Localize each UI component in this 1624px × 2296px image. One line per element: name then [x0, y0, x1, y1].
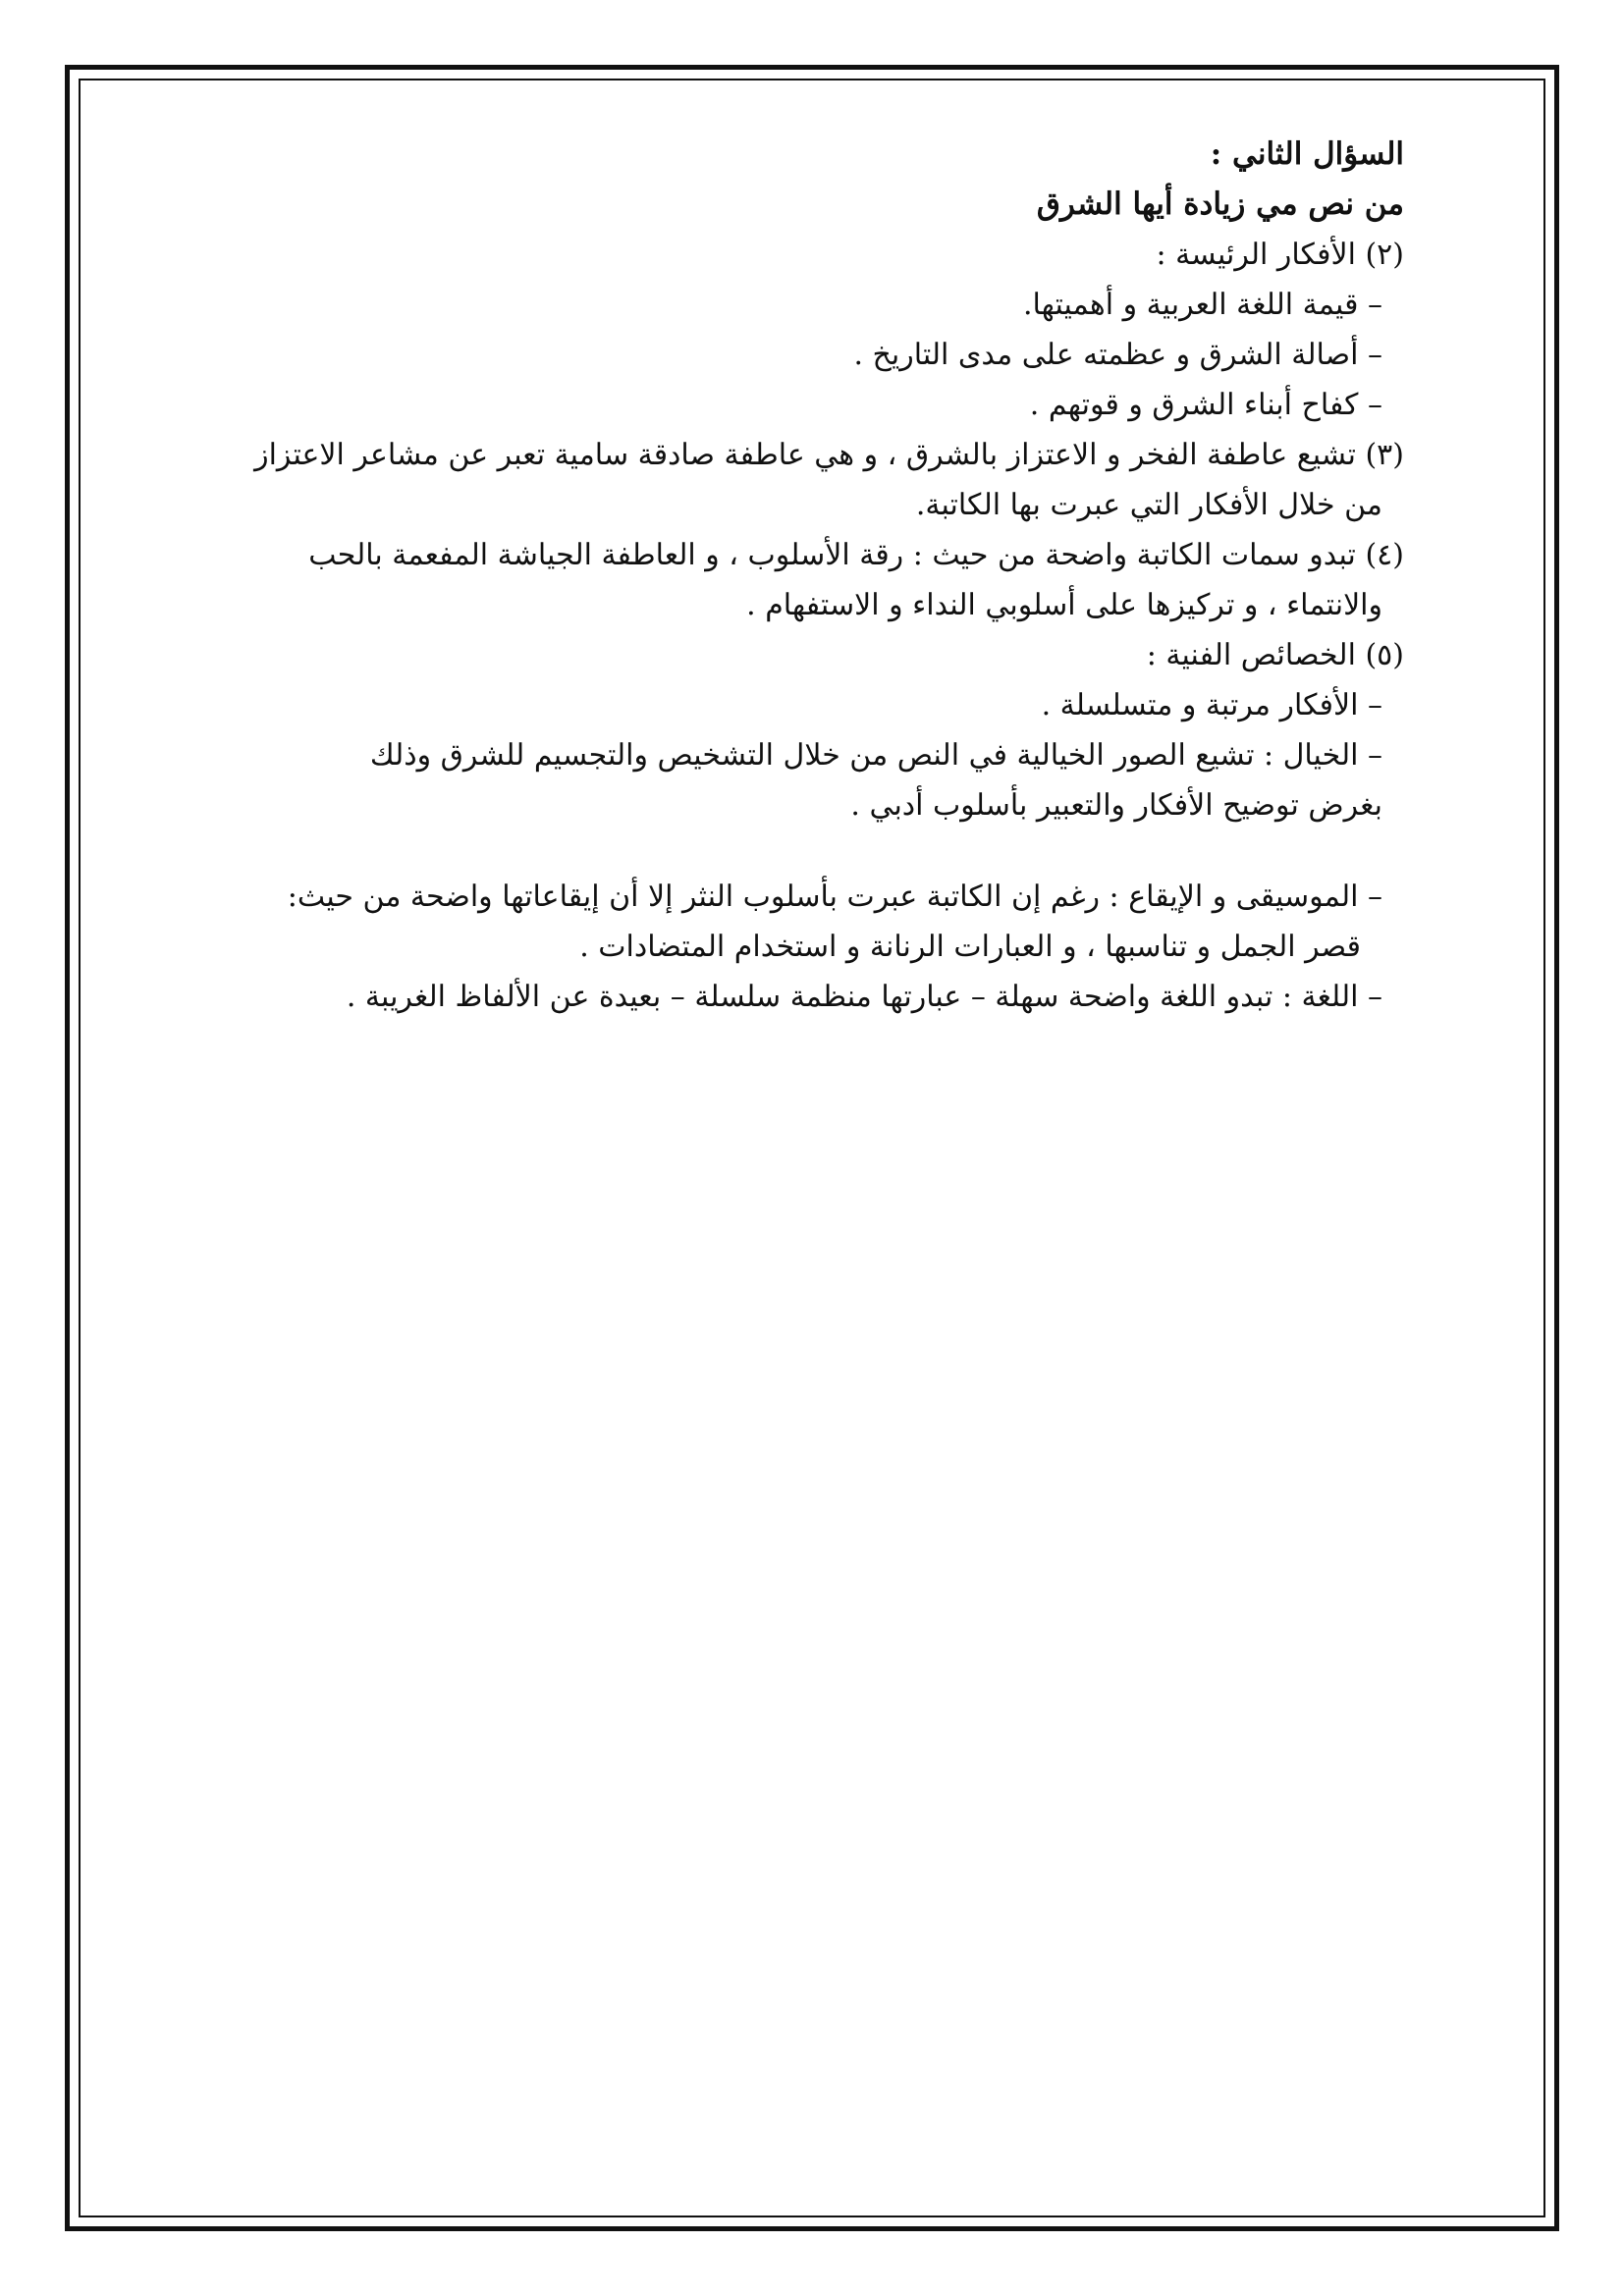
- artistic-feature-imagination-line-1: – الخيال : تشيع الصور الخيالية في النص من خلال التشخيص والتجسيم للشرق وذلك: [369, 738, 1382, 773]
- question-title: السؤال الثاني :: [1210, 136, 1404, 172]
- main-idea-item: – كفاح أبناء الشرق و قوتهم .: [1029, 388, 1382, 422]
- main-idea-item: – قيمة اللغة العربية و أهميتها.: [1022, 288, 1382, 322]
- section-3-line-1: (٣) تشيع عاطفة الفخر و الاعتزاز بالشرق ، و هي عاطفة صادقة سامية تعبر عن مشاعر الاعتزاز: [254, 438, 1404, 472]
- artistic-feature-imagination-line-2: بغرض توضيح الأفكار والتعبير بأسلوب أدبي .: [850, 788, 1382, 823]
- section-3-line-2: من خلال الأفكار التي عبرت بها الكاتبة.: [915, 488, 1382, 522]
- section-4-line-2: والانتماء ، و تركيزها على أسلوبي النداء و الاستفهام .: [746, 588, 1382, 622]
- paragraph-gap: [236, 830, 1404, 872]
- section-2-heading: (٢) الأفكار الرئيسة :: [1156, 238, 1404, 272]
- section-5-heading: (٥) الخصائص الفنية :: [1146, 638, 1404, 672]
- section-4-line-1: (٤) تبدو سمات الكاتبة واضحة من حيث : رقة الأسلوب ، و العاطفة الجياشة المفعمة بالحب: [308, 538, 1404, 572]
- text-title: من نص مي زيادة أيها الشرق: [1036, 187, 1404, 222]
- artistic-feature-ideas: – الأفكار مرتبة و متسلسلة .: [1041, 688, 1382, 722]
- document-body: [236, 130, 1404, 1022]
- artistic-feature-music-line-2: قصر الجمل و تناسبها ، و العبارات الرنانة و استخدام المتضادات .: [579, 930, 1361, 964]
- artistic-feature-music-line-1: – الموسيقى و الإيقاع : رغم إن الكاتبة عبرت بأسلوب النثر إلا أن إيقاعاتها واضحة من حيث:: [287, 880, 1382, 914]
- main-idea-item: – أصالة الشرق و عظمته على مدى التاريخ .: [853, 338, 1382, 372]
- artistic-feature-language: – اللغة : تبدو اللغة واضحة سهلة – عبارتها منظمة سلسلة – بعيدة عن الألفاظ الغريبة .: [346, 980, 1382, 1014]
